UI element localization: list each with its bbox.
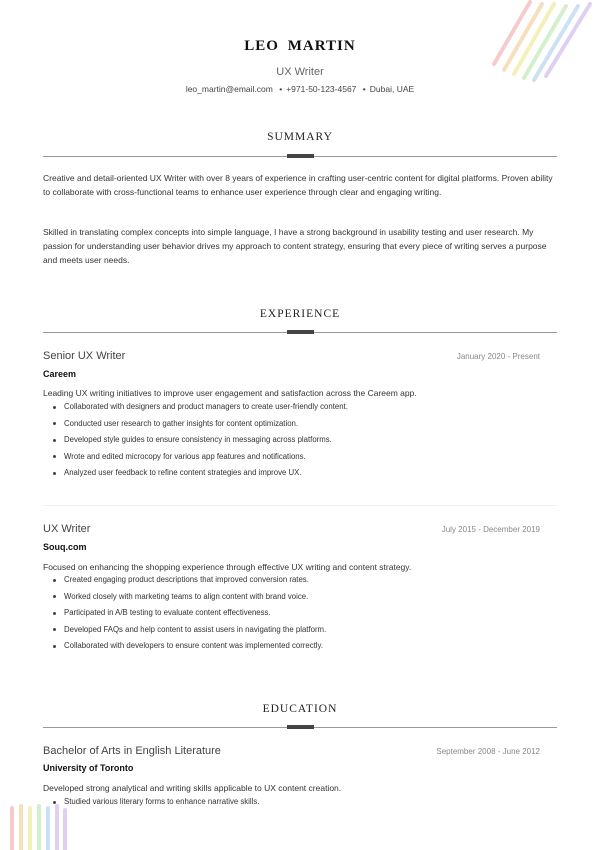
list-item: Conducted user research to gather insights for content optimization. [53,419,553,436]
list-item: Created engaging product descriptions that improved conversion rates. [53,575,553,592]
list-item: Collaborated with designers and product managers to create user-friendly content. [53,402,553,419]
school-name: University of Toronto [43,763,134,773]
summary-rule-accent [287,154,314,158]
job-title: Senior UX Writer [43,350,126,362]
list-item: Collaborated with developers to ensure content was implemented correctly. [53,641,553,658]
phone[interactable]: +971-50-123-4567 [286,84,357,94]
summary-heading: SUMMARY [267,131,333,143]
job-title: UX Writer [43,523,91,535]
list-item: Participated in A/B testing to evaluate content effectiveness. [53,608,553,625]
job-summary: Focused on enhancing the shopping experience through effective UX writing and content strategy. [43,562,412,572]
experience-rule-accent [287,330,314,334]
job-bullets [53,402,553,485]
candidate-name: LEO MARTIN [244,38,356,54]
degree-title: Bachelor of Arts in English Literature [43,745,221,757]
location: Dubai, UAE [369,84,415,94]
education-rule-accent [287,725,314,729]
company-name: Careem [43,369,77,379]
summary-paragraph: Creative and detail-oriented UX Writer with over 8 years of experience in crafting user-centric content for digital platforms. Proven ability to collaborate with cross-functional teams to enhance user experience through clear and engaging writing. [43,173,553,197]
list-item: Studied various literary forms to enhance narrative skills. [53,797,553,814]
education-summary: Developed strong analytical and writing skills applicable to UX content creation. [43,783,342,793]
education-heading: EDUCATION [262,703,338,715]
list-item: Analyzed user feedback to refine content strategies and improve UX. [53,468,553,485]
education-dates: September 2008 - June 2012 [436,747,540,756]
list-item: Developed FAQs and help content to assist users in navigating the platform. [53,625,553,642]
contact-separator: • [279,84,283,94]
list-item: Wrote and edited microcopy for various app features and notifications. [53,452,553,469]
job-dates: July 2015 - December 2019 [441,525,540,534]
contact-separator: • [362,84,366,94]
job-dates: January 2020 - Present [456,352,540,361]
company-name: Souq.com [43,542,87,552]
experience-heading: EXPERIENCE [259,308,341,320]
email[interactable]: leo_martin@email.com [185,84,273,94]
education-bullets [53,797,553,814]
list-item: Worked closely with marketing teams to align content with brand voice. [53,592,553,609]
summary-paragraph: Skilled in translating complex concepts into simple language, I have a strong background in usability testing and user research. My passion for understanding user behavior drives my approach to content strategy, ensuring that every piece of writing serves a purpose and meets user needs. [43,227,547,265]
contact-line [0,84,600,94]
list-item: Developed style guides to ensure consistency in messaging across platforms. [53,435,553,452]
job-summary: Leading UX writing initiatives to improve user engagement and satisfaction across the Careem app. [43,388,417,398]
candidate-title: UX Writer [276,66,324,78]
job-bullets [53,575,553,658]
job-divider [43,505,557,506]
